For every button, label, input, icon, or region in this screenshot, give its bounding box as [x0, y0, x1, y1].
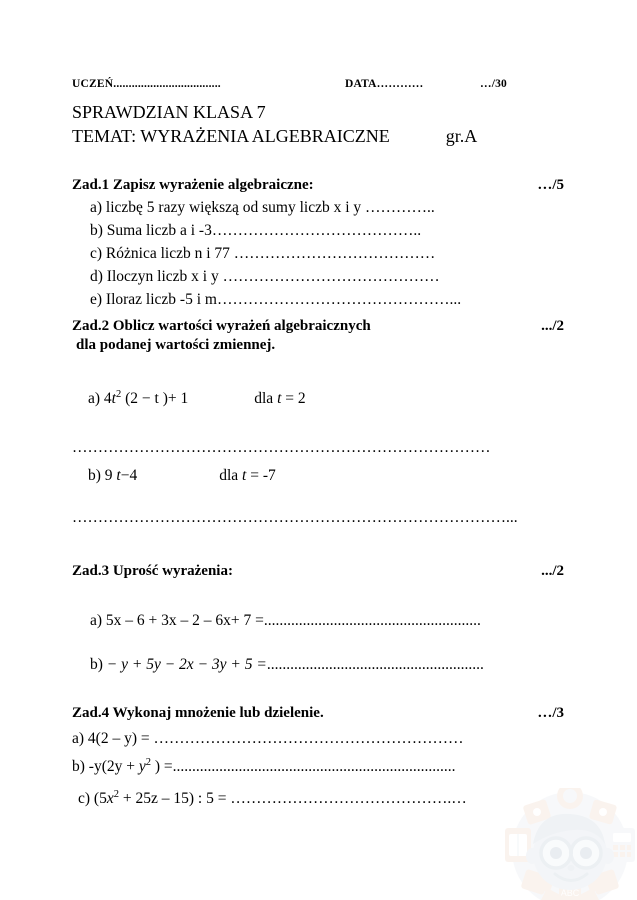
worksheet-topic-line	[72, 125, 477, 147]
task-4-item-b-suffix: ) =	[151, 758, 173, 775]
student-name-field-label[interactable]: UCZEŃ...................................	[72, 78, 221, 90]
worksheet-title: SPRAWDZIAN KLASA 7	[72, 102, 266, 122]
task-2-expr-a-base: t	[111, 390, 116, 407]
task-3-item-a[interactable]: a) 5x – 6 + 3x – 2 – 6x+ 7 =........................................................	[90, 612, 481, 629]
task-4-item-b-dots[interactable]: .........................................................................	[172, 758, 456, 775]
task-1-heading-text: Zad.1 Zapisz wyrażenie algebraiczne:	[72, 177, 314, 193]
task-2-expr-b-var: t	[116, 467, 121, 484]
task-3-heading	[72, 562, 564, 581]
task-2-answer-line-b[interactable]: …………………………………………………………………………...	[72, 511, 518, 525]
task-4-item-c-dots[interactable]: …………………………………….…	[230, 790, 467, 807]
task-2-expr-b-cond-value: = -7	[246, 467, 276, 484]
task-2-expr-a-cond-prefix: dla	[254, 390, 278, 407]
task-4-item-c-prefix: c) (5	[78, 790, 107, 807]
task-2-heading	[72, 317, 564, 336]
task-2-heading-line2: dla podanej wartości zmiennej.	[76, 337, 276, 353]
task-1-heading	[72, 176, 564, 195]
task-3-item-b-prefix: b)	[90, 656, 107, 673]
task-2-points: .../2	[541, 318, 564, 334]
task-3-heading-text: Zad.3 Uprość wyrażenia:	[72, 563, 233, 579]
task-1-item-c[interactable]: c) Różnica liczb n i 77 …………………………………	[90, 245, 436, 262]
svg-text:ABC: ABC	[560, 888, 580, 898]
task-2-expr-b-cond-var: t	[242, 467, 247, 484]
task-3-points: .../2	[541, 563, 564, 579]
task-2-expr-a-rest: (2 − t )+ 1	[121, 390, 189, 407]
task-4-item-b-base: y	[138, 758, 146, 775]
date-field-label[interactable]: DATA…………	[345, 78, 424, 90]
task-1-item-b[interactable]: b) Suma liczb a i -3…………………………………..	[90, 222, 422, 239]
task-2-expr-a-label: a) 4	[88, 390, 112, 407]
school-mascot-watermark	[503, 788, 637, 900]
task-2-expr-a-exponent: 2	[115, 388, 122, 400]
task-4-points: …/3	[537, 705, 564, 721]
header-meta-row	[72, 78, 564, 96]
task-2-answer-line-a[interactable]: ………………………………………………………………………	[72, 441, 491, 455]
task-3-item-b-dots[interactable]: ........................................................	[266, 656, 484, 673]
task-1-item-a[interactable]: a) liczbę 5 razy większą od sumy liczb x i y …………..	[90, 199, 435, 216]
task-4-item-c-suffix: + 25z – 15) : 5 =	[118, 790, 231, 807]
task-2-expression-a	[88, 389, 306, 409]
task-1-item-d[interactable]: d) Iloczyn liczb x i y ……………………………………	[90, 268, 440, 285]
task-2-expr-a-cond-value: = 2	[281, 390, 306, 407]
task-2-expr-b-cond-prefix: dla	[219, 467, 243, 484]
task-4-item-b-prefix: b) -y(2y +	[72, 758, 139, 775]
task-3-item-b[interactable]	[90, 655, 484, 675]
total-score-field[interactable]: …/30	[480, 78, 507, 90]
task-2-expr-b-rest: −4	[120, 467, 138, 484]
task-4-heading	[72, 704, 564, 723]
task-1-points: …/5	[537, 177, 564, 193]
group-label: gr.A	[445, 126, 478, 146]
task-4-item-c-exponent: 2	[113, 788, 119, 800]
task-2-expr-a-cond-var: t	[277, 390, 282, 407]
task-1-item-e[interactable]: e) Iloraz liczb -5 i m………………………………………...	[90, 291, 462, 308]
task-4-item-b[interactable]	[72, 757, 456, 777]
worksheet-topic: TEMAT: WYRAŻENIA ALGEBRAICZNE	[72, 126, 390, 146]
task-2-heading-text: Zad.2 Oblicz wartości wyrażeń algebraicznych	[72, 318, 371, 334]
task-4-item-c-base: x	[106, 790, 114, 807]
task-2-expr-b-label: b) 9	[88, 467, 117, 484]
task-4-item-b-exponent: 2	[145, 756, 152, 768]
task-4-item-c[interactable]	[78, 789, 467, 809]
task-4-item-a[interactable]: a) 4(2 – y) = ……………………………………………………	[72, 730, 464, 747]
task-3-item-b-expression: − y + 5y − 2x − 3y + 5 =	[106, 656, 267, 673]
task-2-expression-b	[88, 466, 276, 486]
task-4-heading-text: Zad.4 Wykonaj mnożenie lub dzielenie.	[72, 705, 324, 721]
